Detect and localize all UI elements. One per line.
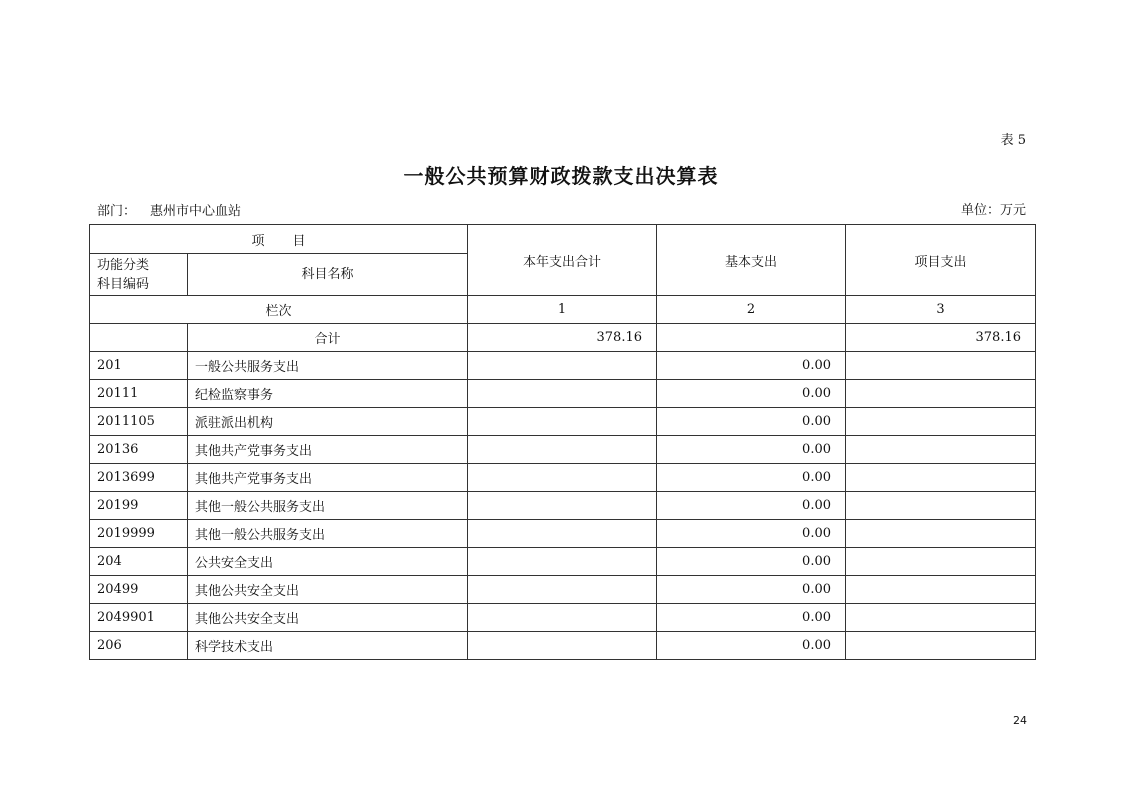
basic-amount: 0.00 — [657, 548, 846, 576]
page-number: 24 — [1013, 714, 1027, 727]
table-row — [90, 352, 1036, 380]
table-row — [90, 464, 1036, 492]
total-amount — [468, 576, 657, 604]
page-title: 一般公共预算财政拨款支出决算表 — [403, 164, 719, 188]
basic-amount: 0.00 — [657, 436, 846, 464]
subject-code: 2011105 — [90, 408, 188, 436]
total-amount — [468, 408, 657, 436]
column-label: 栏次 — [90, 296, 468, 324]
subject-code: 20111 — [90, 380, 188, 408]
summary-row — [90, 324, 1036, 352]
total-header: 本年支出合计 — [468, 225, 657, 296]
project-amount — [846, 380, 1036, 408]
subject-code: 206 — [90, 632, 188, 660]
total-amount — [468, 548, 657, 576]
subject-code: 20136 — [90, 436, 188, 464]
summary-code — [90, 324, 188, 352]
header-row-project — [90, 225, 1036, 254]
table-row — [90, 520, 1036, 548]
subject-name-header: 科目名称 — [188, 254, 468, 296]
department-label: 部门： — [97, 204, 137, 219]
total-amount — [468, 520, 657, 548]
total-amount — [468, 492, 657, 520]
basic-amount: 0.00 — [657, 604, 846, 632]
column-1: 1 — [468, 296, 657, 324]
subject-name: 派驻派出机构 — [188, 408, 468, 436]
project-amount — [846, 604, 1036, 632]
project-amount — [846, 492, 1036, 520]
subject-code: 2049901 — [90, 604, 188, 632]
subject-code: 201 — [90, 352, 188, 380]
total-amount — [468, 604, 657, 632]
basic-header: 基本支出 — [657, 225, 846, 296]
total-amount — [468, 464, 657, 492]
expenditure-table — [89, 224, 1036, 660]
table-row — [90, 380, 1036, 408]
subject-name: 其他共产党事务支出 — [188, 464, 468, 492]
subject-name: 其他公共安全支出 — [188, 576, 468, 604]
subject-code: 20499 — [90, 576, 188, 604]
table-row — [90, 576, 1036, 604]
project-amount — [846, 548, 1036, 576]
project-amount — [846, 576, 1036, 604]
basic-amount: 0.00 — [657, 632, 846, 660]
table-row — [90, 492, 1036, 520]
table-number: 表 5 — [1000, 133, 1026, 148]
subject-name: 其他共产党事务支出 — [188, 436, 468, 464]
subject-name: 其他一般公共服务支出 — [188, 492, 468, 520]
table-row — [90, 436, 1036, 464]
project-amount — [846, 632, 1036, 660]
subject-code: 2019999 — [90, 520, 188, 548]
basic-amount: 0.00 — [657, 352, 846, 380]
code-header: 功能分类 科目编码 — [90, 254, 188, 296]
department — [97, 200, 241, 219]
subject-name: 纪检监察事务 — [188, 380, 468, 408]
subject-name: 其他一般公共服务支出 — [188, 520, 468, 548]
project-amount — [846, 352, 1036, 380]
basic-amount: 0.00 — [657, 492, 846, 520]
project-amount — [846, 436, 1036, 464]
basic-amount: 0.00 — [657, 576, 846, 604]
basic-amount: 0.00 — [657, 464, 846, 492]
subject-code: 20199 — [90, 492, 188, 520]
subject-name: 其他公共安全支出 — [188, 604, 468, 632]
department-name: 惠州市中心血站 — [150, 204, 242, 219]
basic-amount: 0.00 — [657, 520, 846, 548]
table-row — [90, 632, 1036, 660]
table-row — [90, 604, 1036, 632]
subject-code: 204 — [90, 548, 188, 576]
summary-total: 378.16 — [468, 324, 657, 352]
basic-amount: 0.00 — [657, 408, 846, 436]
basic-amount: 0.00 — [657, 380, 846, 408]
subject-name: 科学技术支出 — [188, 632, 468, 660]
table-row — [90, 548, 1036, 576]
summary-project: 378.16 — [846, 324, 1036, 352]
summary-basic — [657, 324, 846, 352]
summary-label: 合计 — [188, 324, 468, 352]
project-amount — [846, 408, 1036, 436]
project-exp-header: 项目支出 — [846, 225, 1036, 296]
subject-code: 2013699 — [90, 464, 188, 492]
project-header: 项 目 — [90, 225, 468, 254]
project-amount — [846, 464, 1036, 492]
table-row — [90, 408, 1036, 436]
total-amount — [468, 352, 657, 380]
subject-name: 一般公共服务支出 — [188, 352, 468, 380]
column-2: 2 — [657, 296, 846, 324]
subject-name: 公共安全支出 — [188, 548, 468, 576]
total-amount — [468, 436, 657, 464]
total-amount — [468, 632, 657, 660]
total-amount — [468, 380, 657, 408]
unit-label: 单位：万元 — [960, 203, 1026, 218]
column-3: 3 — [846, 296, 1036, 324]
project-amount — [846, 520, 1036, 548]
column-number-row — [90, 296, 1036, 324]
